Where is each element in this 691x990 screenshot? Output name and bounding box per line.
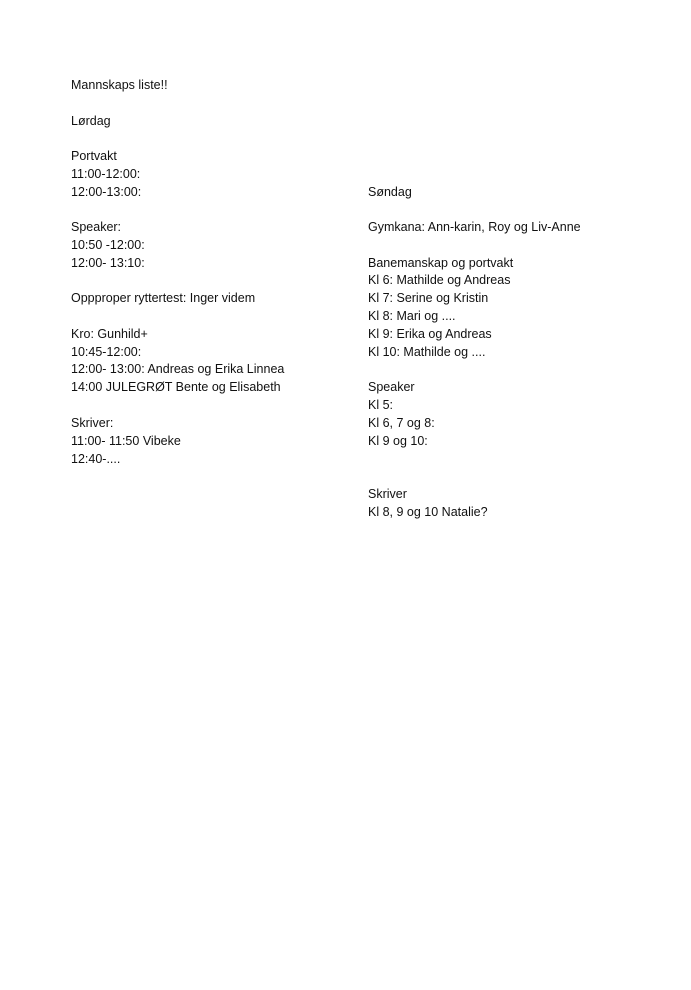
- text-line: Kl 8, 9 og 10 Natalie?: [368, 505, 488, 519]
- section-heading-skriver: Skriver:: [71, 416, 114, 430]
- document-title: Mannskaps liste!!: [71, 78, 168, 92]
- text-line: 11:00- 11:50 Vibeke: [71, 434, 181, 448]
- section-heading-speaker: Speaker:: [71, 220, 122, 234]
- text-line: 12:00- 13:10:: [71, 256, 145, 270]
- text-line: Gymkana: Ann-karin, Roy og Liv-Anne: [368, 220, 581, 234]
- text-line: 14:00 JULEGRØT Bente og Elisabeth: [71, 380, 281, 394]
- text-line: Kl 6: Mathilde og Andreas: [368, 273, 511, 287]
- text-line: Kl 9: Erika og Andreas: [368, 327, 492, 341]
- section-heading-kro: Kro: Gunhild+: [71, 327, 148, 341]
- text-line: 10:50 -12:00:: [71, 238, 145, 252]
- text-line: Kl 7: Serine og Kristin: [368, 291, 489, 305]
- section-heading-portvakt: Portvakt: [71, 149, 117, 163]
- text-line: Kl 5:: [368, 398, 394, 412]
- day-heading-saturday: Lørdag: [71, 114, 111, 128]
- section-heading-skriver-sunday: Skriver: [368, 487, 407, 501]
- text-line: 12:00-13:00:: [71, 185, 142, 199]
- text-line: Kl 10: Mathilde og ....: [368, 345, 486, 359]
- text-line: Kl 9 og 10:: [368, 434, 428, 448]
- text-line: Kl 6, 7 og 8:: [368, 416, 435, 430]
- text-line: 12:40-....: [71, 452, 121, 466]
- text-line: 12:00- 13:00: Andreas og Erika Linnea: [71, 362, 285, 376]
- text-line: 10:45-12:00:: [71, 345, 142, 359]
- text-line: Kl 8: Mari og ....: [368, 309, 456, 323]
- text-line: Oppproper ryttertest: Inger videm: [71, 291, 256, 305]
- section-heading-banemanskap: Banemanskap og portvakt: [368, 256, 514, 270]
- day-heading-sunday: Søndag: [368, 185, 412, 199]
- section-heading-speaker-sunday: Speaker: [368, 380, 415, 394]
- text-line: 11:00-12:00:: [71, 167, 141, 181]
